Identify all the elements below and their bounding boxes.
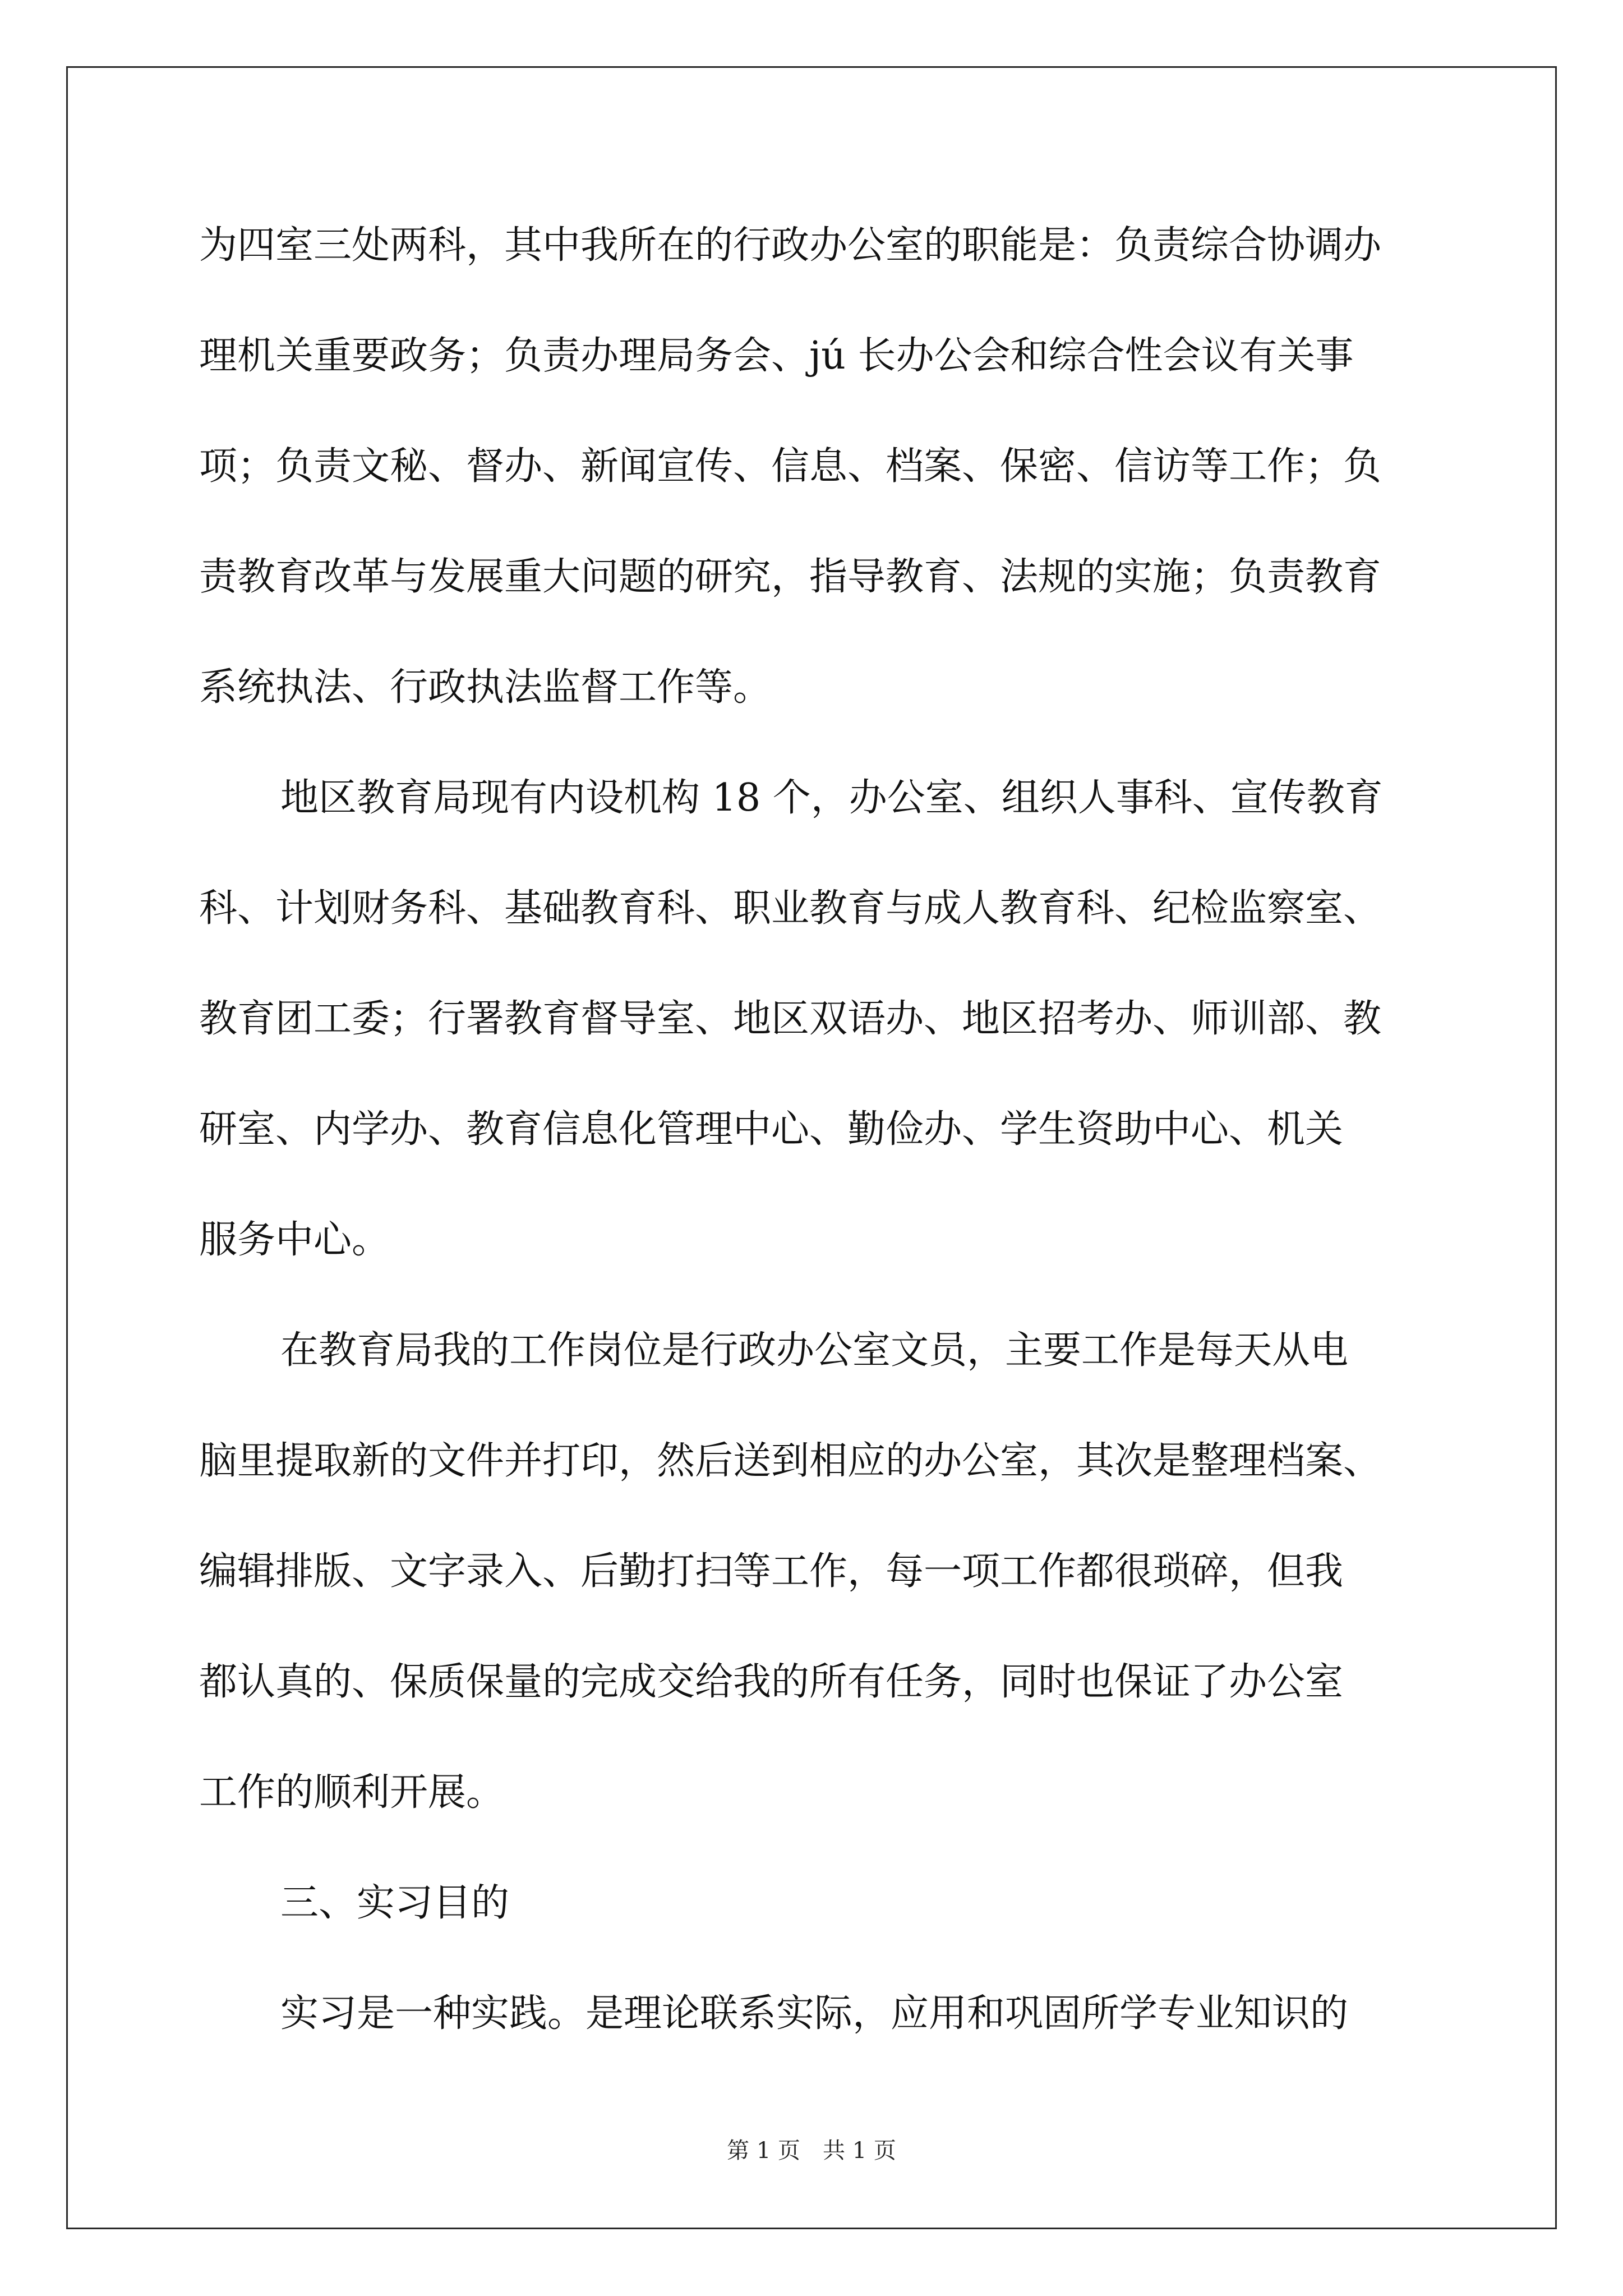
text-line: 都认真的、保质保量的完成交给我的所有任务，同时也保证了办公室 (199, 1660, 1344, 1704)
text-line: 教育团工委；行署教育督导室、地区双语办、地区招考办、师训部、教 (199, 997, 1382, 1041)
text-line: 编辑排版、文字录入、后勤打扫等工作，每一项工作都很琐碎，但我 (199, 1549, 1344, 1594)
paragraph-first-line: 实习是一种实践。是理论联系实际，应用和巩固所学专业知识的 (280, 1991, 1349, 2036)
paragraph-first-line: 在教育局我的工作岗位是行政办公室文员，主要工作是每天从电 (280, 1328, 1349, 1373)
text-line: 项；负责文秘、督办、新闻宣传、信息、档案、保密、信访等工作；负 (199, 444, 1382, 489)
page-footer: 第 1 页 共 1 页 (727, 2138, 896, 2164)
section-heading: 三、实习目的 (280, 1881, 510, 1925)
text-line: 研室、内学办、教育信息化管理中心、勤俭办、学生资助中心、机关 (199, 1107, 1344, 1152)
text-line: 服务中心。 (199, 1218, 390, 1262)
text-line: 为四室三处两科，其中我所在的行政办公室的职能是：负责综合协调办 (199, 223, 1382, 268)
text-line: 责教育改革与发展重大问题的研究，指导教育、法规的实施；负责教育 (199, 555, 1382, 599)
text-line: 科、计划财务科、基础教育科、职业教育与成人教育科、纪检监察室、 (199, 886, 1382, 931)
text-line: 脑里提取新的文件并打印，然后送到相应的办公室，其次是整理档案、 (199, 1439, 1382, 1483)
text-line: 工作的顺利开展。 (199, 1770, 505, 1815)
text-line: 理机关重要政务；负责办理局务会、jú 长办公会和综合性会议有关事 (199, 334, 1354, 378)
paragraph-first-line: 地区教育局现有内设机构 18 个，办公室、组织人事科、宣传教育 (280, 776, 1383, 820)
text-line: 系统执法、行政执法监督工作等。 (199, 665, 772, 710)
